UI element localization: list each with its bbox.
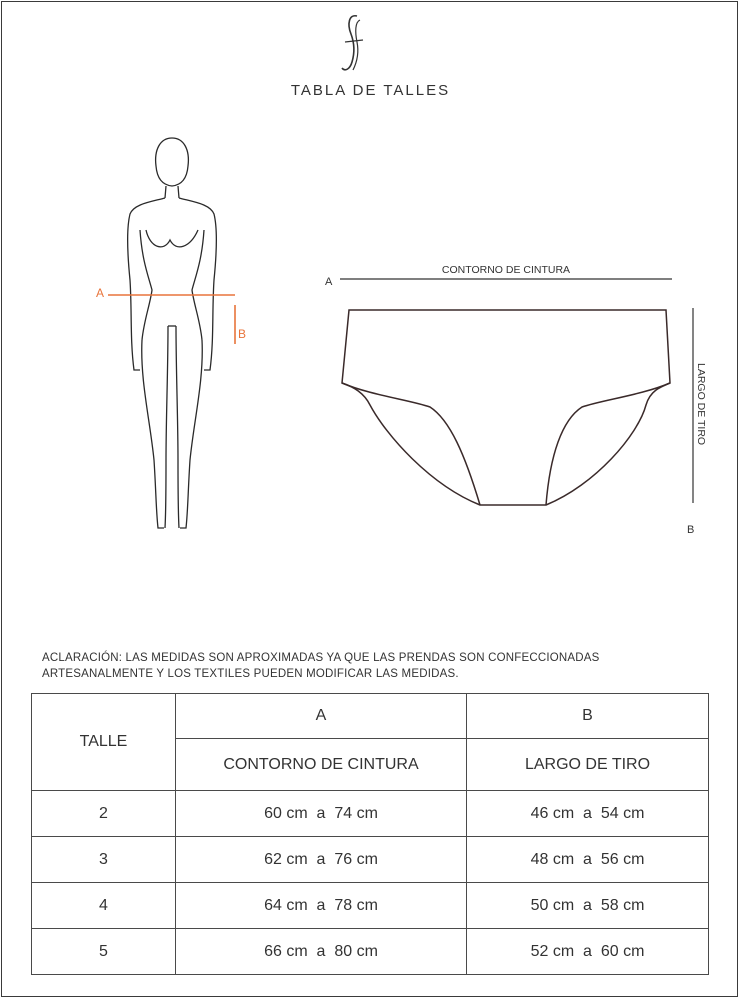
- col-b-header: B: [467, 694, 709, 739]
- size-cell: 5: [32, 929, 176, 975]
- col-b-label: LARGO DE TIRO: [467, 739, 709, 791]
- rise-cell: 52 cm a 60 cm: [467, 929, 709, 975]
- col-a-label: CONTORNO DE CINTURA: [176, 739, 467, 791]
- brief-label-a: A: [325, 276, 333, 288]
- table-row: [32, 791, 709, 837]
- table-row: [32, 929, 709, 975]
- rise-label: LARGO DE TIRO: [695, 363, 707, 446]
- waist-cell: 66 cm a 80 cm: [176, 929, 467, 975]
- size-cell: 3: [32, 837, 176, 883]
- waist-cell: 62 cm a 76 cm: [176, 837, 467, 883]
- brief-diagram: [320, 255, 720, 545]
- body-figure: [90, 130, 250, 540]
- rise-cell: 50 cm a 58 cm: [467, 883, 709, 929]
- waist-label: CONTORNO DE CINTURA: [441, 264, 571, 276]
- size-cell: 2: [32, 791, 176, 837]
- col-a-header: A: [176, 694, 467, 739]
- size-header: TALLE: [32, 694, 176, 791]
- waist-cell: 64 cm a 78 cm: [176, 883, 467, 929]
- rise-cell: 48 cm a 56 cm: [467, 837, 709, 883]
- note-line-1: ACLARACIÓN: LAS MEDIDAS SON APROXIMADAS YA QUE LAS PRENDAS SON CONFECCIONADAS: [42, 652, 600, 664]
- waist-cell: 60 cm a 74 cm: [176, 791, 467, 837]
- page-title: TABLA DE TALLES: [290, 82, 451, 99]
- size-cell: 4: [32, 883, 176, 929]
- note-line-2: ARTESANALMENTE Y LOS TEXTILES PUEDEN MODIFICAR LAS MEDIDAS.: [42, 668, 459, 680]
- table-row: [32, 883, 709, 929]
- brief-label-b: B: [687, 524, 695, 536]
- f-monogram-logo: [335, 12, 371, 76]
- figure-label-b: B: [238, 327, 247, 341]
- rise-cell: 46 cm a 54 cm: [467, 791, 709, 837]
- figure-label-a: A: [96, 286, 105, 300]
- disclaimer-note: [42, 650, 722, 682]
- table-row: [32, 837, 709, 883]
- size-table: [31, 693, 709, 975]
